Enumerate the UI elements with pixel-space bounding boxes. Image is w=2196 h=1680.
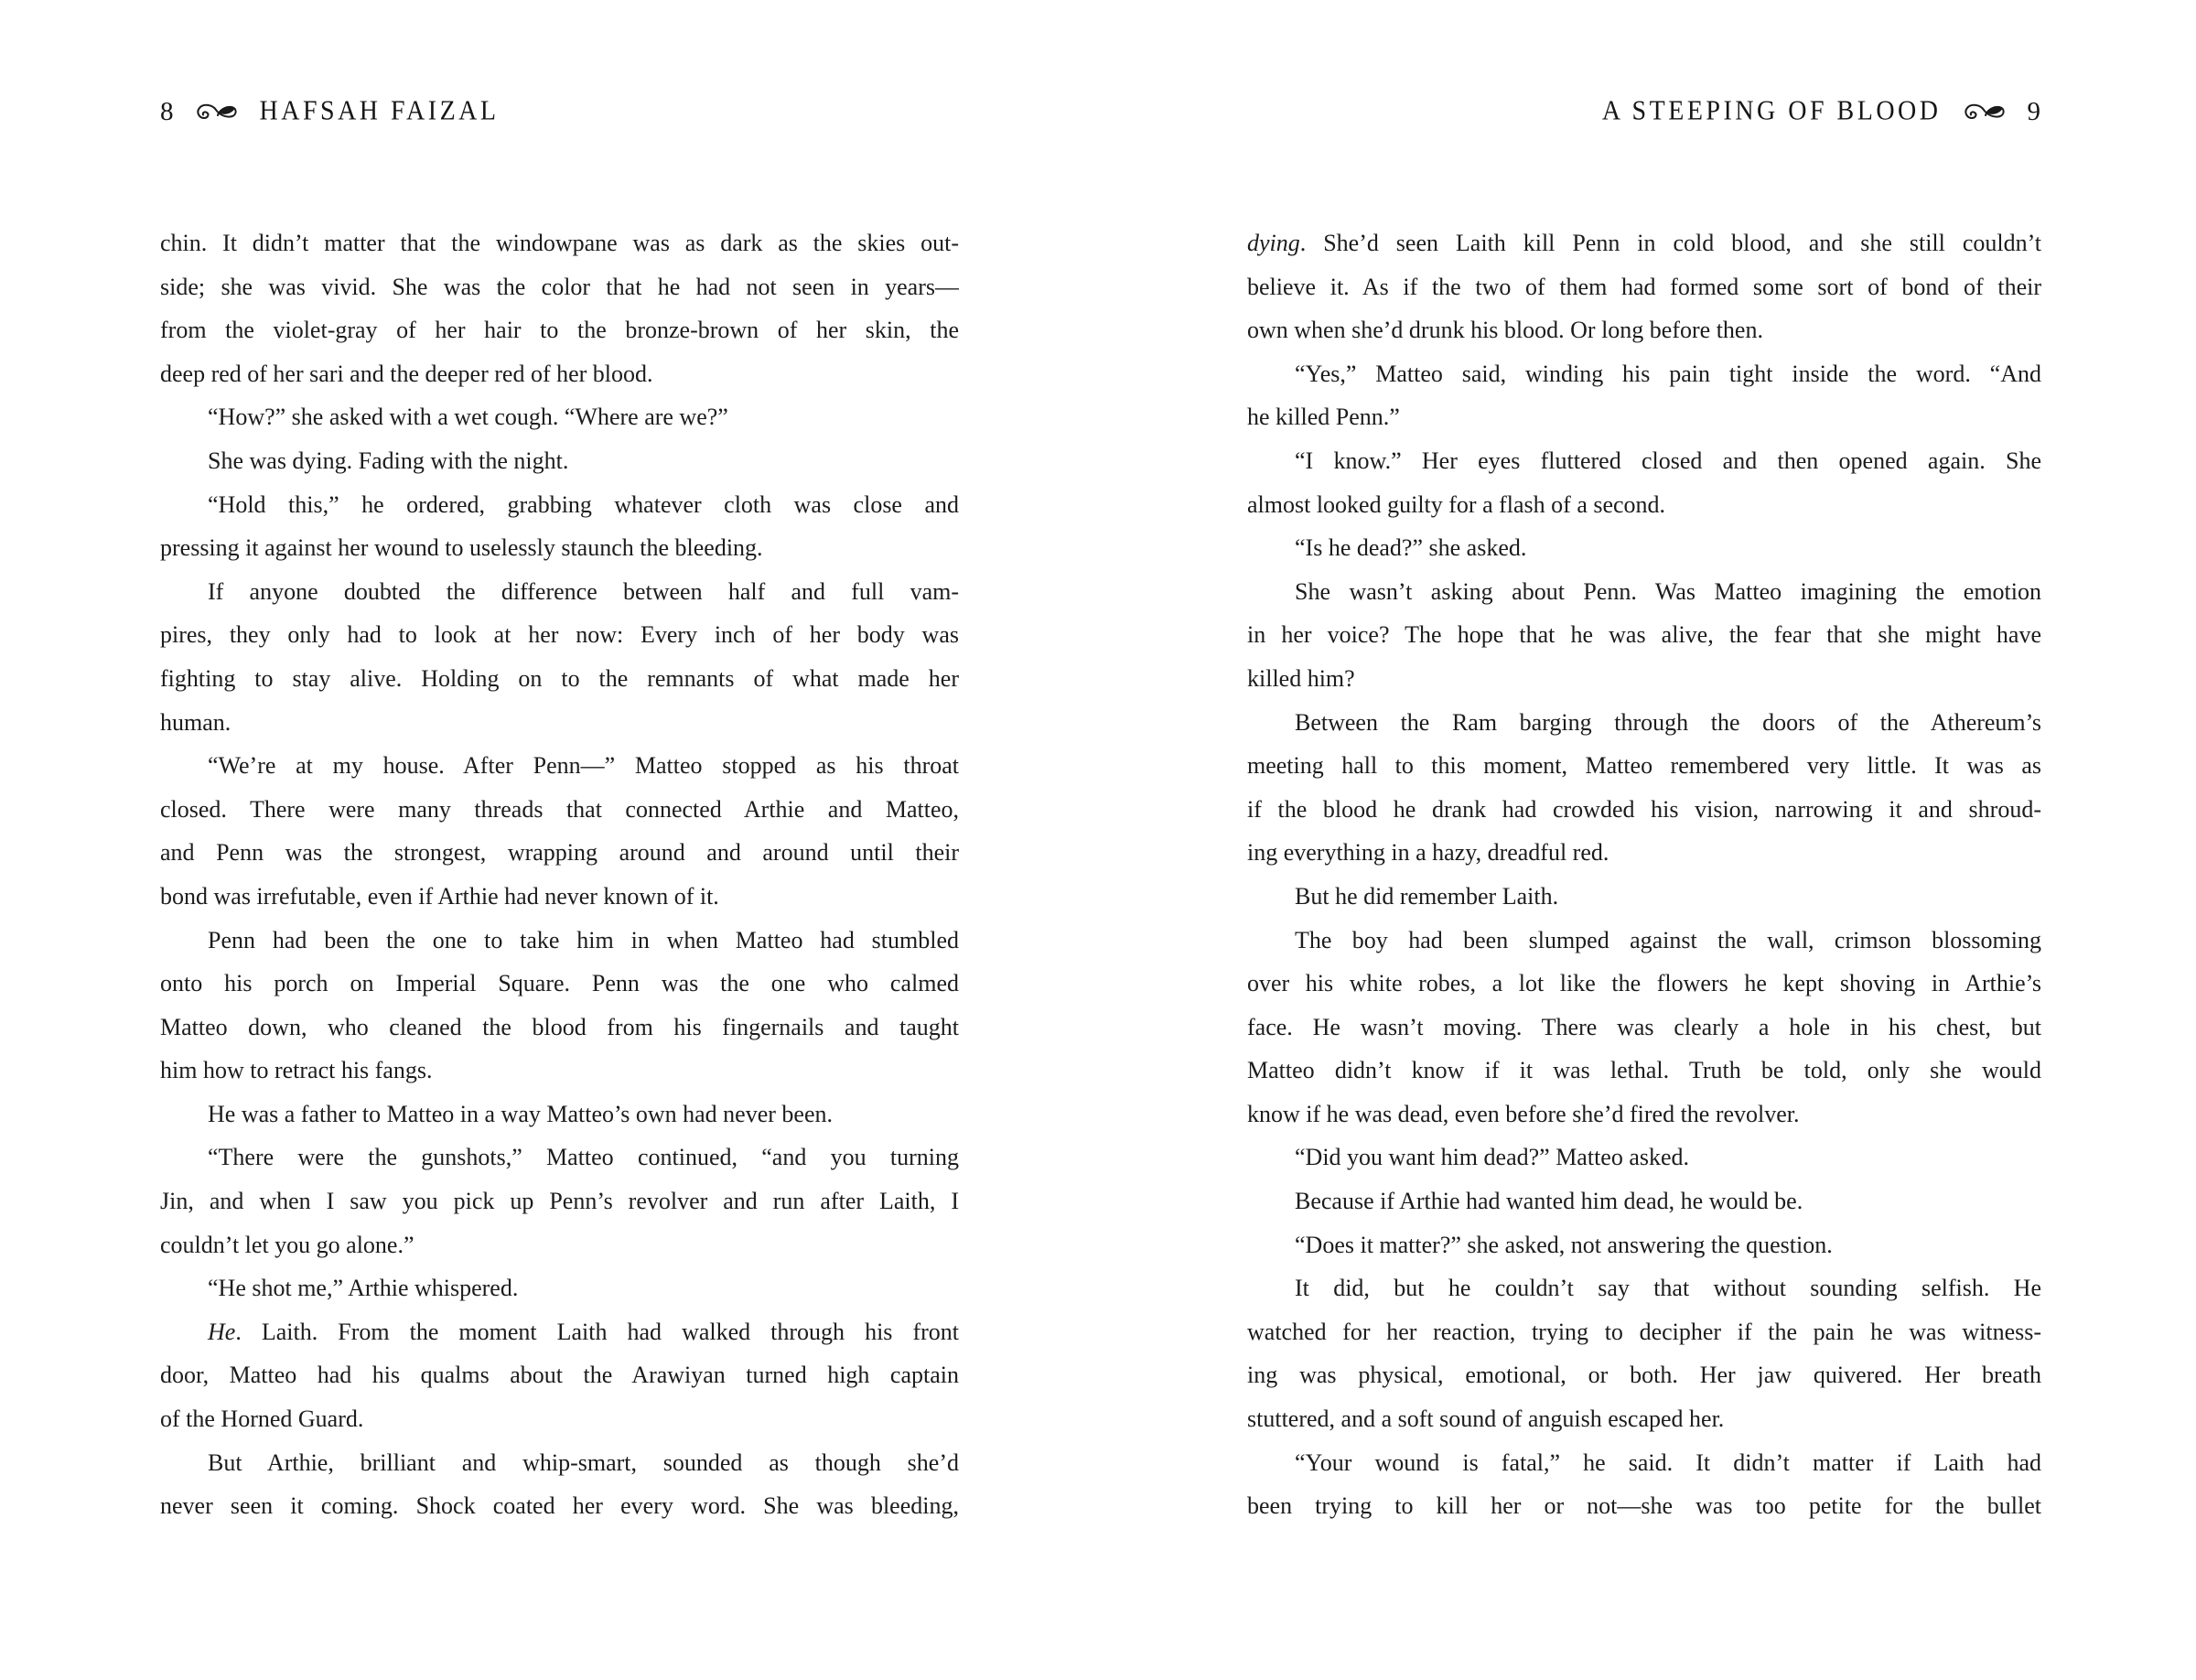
text-line: He. Laith. From the moment Laith had walked through his front	[208, 1318, 959, 1345]
text-line: human.	[160, 708, 231, 736]
text-line: “Is he dead?” she asked.	[1295, 534, 1527, 562]
fleuron-ornament-icon	[1962, 102, 2008, 121]
text-line: “I know.” Her eyes fluttered closed and then opened again. She	[1295, 447, 2041, 474]
text-line: onto his porch on Imperial Square. Penn was the one who calmed	[160, 970, 959, 997]
text-line: deep red of her sari and the deeper red of her blood.	[160, 360, 653, 387]
running-head-right	[1602, 95, 2040, 128]
fleuron-ornament-icon	[194, 102, 240, 121]
text-line: pressing it against her wound to uselessly staunch the bleeding.	[160, 534, 763, 562]
text-line: been trying to kill her or not—she was too petite for the bullet	[1247, 1492, 2041, 1520]
text-line: side; she was vivid. She was the color that he had not seen in years—	[160, 273, 959, 300]
text-line: almost looked guilty for a flash of a second.	[1247, 490, 1666, 518]
text-line: him how to retract his fangs.	[160, 1057, 433, 1084]
text-line: believe it. As if the two of them had formed some sort of bond of their	[1247, 273, 2041, 300]
text-line: Jin, and when I saw you pick up Penn’s revolver and run after Laith, I	[160, 1188, 959, 1215]
text-line: and Penn was the strongest, wrapping around and around until their	[160, 839, 959, 867]
text-line: “Did you want him dead?” Matteo asked.	[1295, 1144, 1690, 1171]
text-line: know if he was dead, even before she’d fired the revolver.	[1247, 1100, 1800, 1127]
running-title-right: A STEEPING OF BLOOD	[1601, 95, 1942, 127]
text-line: own when she’d drunk his blood. Or long before then.	[1247, 317, 1763, 344]
text-line: “Yes,” Matteo said, winding his pain tight inside the word. “And	[1295, 360, 2041, 387]
text-line: “How?” she asked with a wet cough. “Where are we?”	[208, 404, 728, 431]
text-line: chin. It didn’t matter that the windowpane was as dark as the skies out-	[160, 230, 959, 256]
running-title-left: HAFSAH FAIZAL	[259, 95, 500, 127]
text-line: stuttered, and a soft sound of anguish escaped her.	[1247, 1405, 1725, 1433]
text-line: face. He wasn’t moving. There was clearly a hole in his chest, but	[1247, 1013, 2041, 1040]
text-line: if the blood he drank had crowded his vision, narrowing it and shroud-	[1247, 795, 2041, 823]
text-line: from the violet-gray of her hair to the bronze-brown of her skin, the	[160, 317, 959, 344]
text-line: in her voice? The hope that he was alive, the fear that she might have	[1247, 621, 2041, 649]
text-line: The boy had been slumped against the wall, crimson blossoming	[1295, 926, 2041, 953]
text-line: “He shot me,” Arthie whispered.	[208, 1275, 519, 1302]
text-line: “Hold this,” he ordered, grabbing whatever cloth was close and	[208, 490, 959, 518]
text-line: “Your wound is fatal,” he said. It didn’t matter if Laith had	[1295, 1448, 2041, 1476]
text-line: of the Horned Guard.	[160, 1405, 364, 1433]
text-line: “We’re at my house. After Penn—” Matteo stopped as his throat	[208, 752, 959, 780]
text-line: dying. She’d seen Laith kill Penn in cold blood, and she still couldn’t	[1247, 230, 2041, 256]
text-line: never seen it coming. Shock coated her every word. She was bleeding,	[160, 1492, 959, 1520]
text-line: bond was irrefutable, even if Arthie had never known of it.	[160, 882, 719, 910]
text-line: Matteo down, who cleaned the blood from his fingernails and taught	[160, 1013, 959, 1040]
text-line: She wasn’t asking about Penn. Was Matteo imagining the emotion	[1295, 577, 2041, 605]
text-line: killed him?	[1247, 664, 1355, 692]
text-line: He was a father to Matteo in a way Matteo’s own had never been.	[208, 1100, 833, 1127]
text-line: he killed Penn.”	[1247, 404, 1400, 431]
text-line: If anyone doubted the difference between half and full vam-	[208, 577, 959, 605]
text-line: ing was physical, emotional, or both. Her jaw quivered. Her breath	[1247, 1362, 2041, 1389]
text-line: pires, they only had to look at her now: Every inch of her body was	[160, 621, 959, 649]
text-line: Between the Ram barging through the doors of the Athereum’s	[1295, 708, 2041, 736]
running-head-left	[160, 95, 500, 128]
text-line: Penn had been the one to take him in when Matteo had stumbled	[208, 926, 959, 953]
text-line: over his white robes, a lot like the flowers he kept shoving in Arthie’s	[1247, 970, 2041, 997]
text-line: couldn’t let you go alone.”	[160, 1231, 414, 1258]
text-line: ing everything in a hazy, dreadful red.	[1247, 839, 1609, 867]
text-line: meeting hall to this moment, Matteo remembered very little. It was as	[1247, 752, 2041, 780]
text-line: “Does it matter?” she asked, not answering the question.	[1295, 1231, 1833, 1258]
page-left-text	[160, 221, 959, 1528]
page-right-text	[1247, 221, 2041, 1528]
text-line: fighting to stay alive. Holding on to the remnants of what made her	[160, 664, 959, 692]
text-line: It did, but he couldn’t say that without sounding selfish. He	[1295, 1275, 2041, 1302]
text-line: She was dying. Fading with the night.	[208, 447, 569, 474]
text-line: closed. There were many threads that connected Arthie and Matteo,	[160, 795, 959, 823]
text-line: But he did remember Laith.	[1295, 882, 1559, 910]
text-line: “There were the gunshots,” Matteo continued, “and you turning	[208, 1144, 959, 1171]
text-line: But Arthie, brilliant and whip-smart, sounded as though she’d	[208, 1448, 959, 1476]
page-number-right: 9	[2027, 96, 2040, 126]
text-line: watched for her reaction, trying to decipher if the pain he was witness-	[1247, 1318, 2041, 1345]
page-number-left: 8	[160, 96, 174, 126]
text-line: Because if Arthie had wanted him dead, he would be.	[1295, 1188, 1803, 1215]
text-line: door, Matteo had his qualms about the Arawiyan turned high captain	[160, 1362, 959, 1389]
text-line: Matteo didn’t know if it was lethal. Truth be told, only she would	[1247, 1057, 2041, 1084]
